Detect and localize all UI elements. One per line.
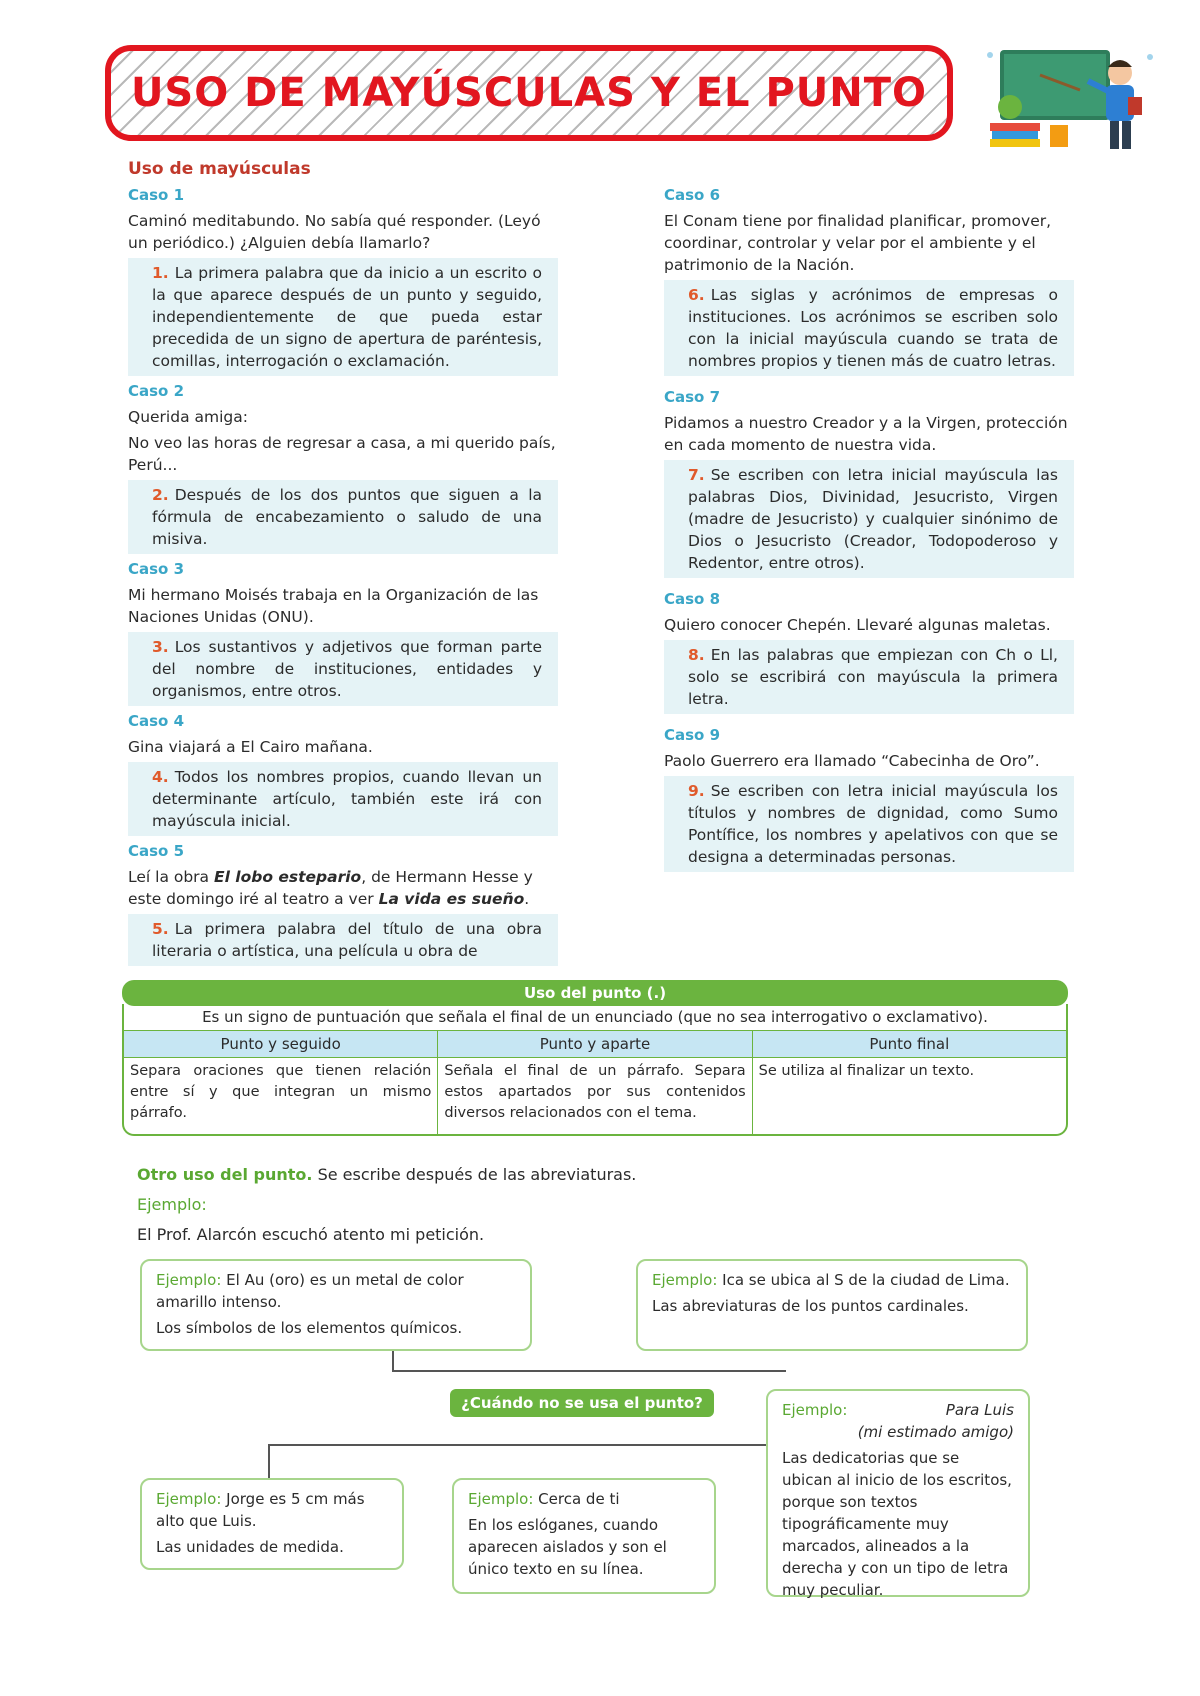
rule-box <box>128 762 558 836</box>
box-example-text: Jorge es 5 cm más alto que Luis. <box>156 1490 365 1530</box>
rule-box <box>664 280 1074 376</box>
table-cell: Separa oraciones que tienen relación entre sí y que integran un mismo párrafo. <box>124 1058 438 1134</box>
rule-box <box>664 460 1074 578</box>
box-desc: Las unidades de medida. <box>156 1538 344 1556</box>
caso-label: Caso 4 <box>128 712 185 730</box>
box-desc: Las dedicatorias que se ubican al inicio de los escritos, porque son textos tipográficamente muy marcados, alineados a la derecha y con un tipo de letra muy peculiar. <box>782 1449 1012 1599</box>
box-example-text: El Au (oro) es un metal de color amarillo intenso. <box>156 1271 464 1311</box>
box-example <box>782 1399 1014 1421</box>
caso-label: Caso 5 <box>128 842 185 860</box>
caso-label: Caso 2 <box>128 382 185 400</box>
caso-example: Mi hermano Moisés trabaja en la Organización de las Naciones Unidas (ONU). <box>128 586 539 626</box>
box-example-text: Ica se ubica al S de la ciudad de Lima. <box>717 1271 1010 1289</box>
caso-label: Caso 8 <box>664 590 721 608</box>
rule-text: Se escriben con letra inicial mayúscula las palabras Dios, Divinidad, Jesucristo, Virgen (madre de Jesucristo) y cualquier sinónimo de Dios o Jesucristo (Creador, Todopoderoso y Redentor, entre otros). <box>688 466 1058 572</box>
box-label: Ejemplo: <box>156 1271 222 1289</box>
rule-text: Los sustantivos y adjetivos que forman parte del nombre de instituciones, entidades y organismos, entre otros. <box>152 638 542 700</box>
otro-uso-label: Otro uso del punto. <box>137 1165 313 1184</box>
connector-line <box>392 1370 786 1372</box>
otro-uso-line <box>137 1160 1037 1190</box>
rule-text: Todos los nombres propios, cuando llevan un determinante artículo, también este irá con mayúscula inicial. <box>152 768 542 830</box>
box-label: Ejemplo: <box>652 1271 718 1289</box>
box-example <box>156 1488 388 1532</box>
punto-header: Uso del punto (.) <box>122 980 1068 1006</box>
rule-number: 1. <box>152 264 169 282</box>
rule-box <box>128 258 558 376</box>
caso-example: Paolo Guerrero era llamado “Cabecinha de Oro”. <box>664 752 1040 770</box>
box-esloganes <box>452 1478 716 1594</box>
box-puntos-cardinales <box>636 1259 1028 1351</box>
box-desc: Los símbolos de los elementos químicos. <box>156 1319 463 1337</box>
section-title-mayusculas: Uso de mayúsculas <box>128 159 311 179</box>
page-title: USO DE MAYÚSCULAS Y EL PUNTO <box>130 70 928 116</box>
caso-example-line: Querida amiga: <box>128 408 248 426</box>
rule-box <box>128 632 558 706</box>
connector-line <box>268 1444 270 1478</box>
caso-label: Caso 6 <box>664 186 721 204</box>
otro-uso-text: Se escribe después de las abreviaturas. <box>312 1165 637 1184</box>
table-row <box>124 1058 1066 1134</box>
rule-text: Las siglas y acrónimos de empresas o instituciones. Los acrónimos se escriben solo con la inicial mayúscula cuando se trata de nombres propios y tienen más de cuatro letras. <box>688 286 1058 370</box>
example-title: El lobo estepario <box>213 868 362 886</box>
rule-box <box>128 914 558 966</box>
rule-number: 5. <box>152 920 169 938</box>
table-cell: Se utiliza al finalizar un texto. <box>758 1063 975 1079</box>
rule-text: Se escriben con letra inicial mayúscula los títulos y nombres de dignidad, como Sumo Pontífice, los nombres y apelativos con que se designa a determinadas personas. <box>688 782 1058 866</box>
caso-label: Caso 3 <box>128 560 185 578</box>
rule-box <box>128 480 558 554</box>
caso-example-line: No veo las horas de regresar a casa, a mi querido país, Perú... <box>128 434 556 474</box>
box-simbolos-quimicos <box>140 1259 532 1351</box>
example-title: La vida es sueño <box>378 890 525 908</box>
punto-definition: Es un signo de puntuación que señala el final de un enunciado (que no sea interrogativo o exclamativo). <box>124 1004 1066 1031</box>
rule-number: 7. <box>688 466 705 484</box>
box-dedicatorias <box>766 1389 1030 1597</box>
box-desc: Las abreviaturas de los puntos cardinales. <box>652 1297 969 1315</box>
title-banner <box>105 45 953 141</box>
rule-number: 9. <box>688 782 705 800</box>
rule-text: Después de los dos puntos que siguen a la fórmula de encabezamiento o saludo de una misiva. <box>152 486 542 548</box>
cuando-no-punto-label: ¿Cuándo no se usa el punto? <box>450 1389 714 1417</box>
rule-text: La primera palabra del título de una obra literaria o artística, una película u obra de <box>152 920 542 960</box>
connector-line <box>392 1351 394 1371</box>
box-example-text: Para Luis <box>945 1401 1014 1419</box>
box-example-text: Cerca de ti <box>533 1490 620 1508</box>
caso-example: Gina viajará a El Cairo mañana. <box>128 738 373 756</box>
example-part: , de Hermann Hesse y este domingo iré al teatro a ver <box>128 868 533 908</box>
rule-number: 4. <box>152 768 169 786</box>
table-header-row <box>124 1031 1066 1058</box>
caso-label: Caso 7 <box>664 388 721 406</box>
caso-example: Quiero conocer Chepén. Llevaré algunas maletas. <box>664 616 1051 634</box>
example-part: Leí la obra <box>128 868 214 886</box>
rule-number: 2. <box>152 486 169 504</box>
table-header-cell: Punto y seguido <box>124 1031 438 1058</box>
ejemplo-label: Ejemplo: <box>137 1195 207 1214</box>
table-header-cell: Punto final <box>753 1031 1066 1058</box>
box-label: Ejemplo: <box>782 1401 848 1419</box>
caso-example: Caminó meditabundo. No sabía qué responder. (Leyó un periódico.) ¿Alguien debía llamarlo? <box>128 212 541 252</box>
caso-label: Caso 1 <box>128 186 185 204</box>
box-example-text: (mi estimado amigo) <box>857 1423 1014 1441</box>
caso-example: El Conam tiene por finalidad planificar, promover, coordinar, controlar y velar por el ambiente y el patrimonio de la Nación. <box>664 212 1052 274</box>
right-column <box>664 180 1074 876</box>
box-example <box>468 1488 700 1510</box>
rule-box <box>664 776 1074 872</box>
box-example <box>652 1269 1012 1291</box>
rule-number: 3. <box>152 638 169 656</box>
box-example <box>156 1269 516 1313</box>
rule-number: 8. <box>688 646 705 664</box>
otro-uso-section <box>137 1160 1037 1250</box>
teacher-illustration <box>980 45 1160 155</box>
caso-example <box>128 866 558 910</box>
rule-box <box>664 640 1074 714</box>
rule-text: En las palabras que empiezan con Ch o Ll, solo se escribirá con mayúscula la primera letra. <box>688 646 1058 708</box>
left-column <box>128 158 558 970</box>
rule-number: 6. <box>688 286 705 304</box>
caso-example: Pidamos a nuestro Creador y a la Virgen, protección en cada momento de nuestra vida. <box>664 414 1068 454</box>
table-header-cell: Punto y aparte <box>438 1031 752 1058</box>
connector-line <box>268 1444 766 1446</box>
box-label: Ejemplo: <box>156 1490 222 1508</box>
rule-text: La primera palabra que da inicio a un escrito o la que aparece después de un punto y seguido, independientemente de que pueda estar precedida de un signo de apertura de paréntesis, comillas, interrogación o exclamación. <box>152 264 542 370</box>
punto-table <box>122 1004 1068 1136</box>
ejemplo-text: El Prof. Alarcón escuchó atento mi petición. <box>137 1225 485 1244</box>
caso-label: Caso 9 <box>664 726 721 744</box>
table-cell: Señala el final de un párrafo. Separa estos apartados por sus contenidos diversos relacionados con el tema. <box>438 1058 752 1134</box>
example-part: . <box>524 890 530 908</box>
box-label: Ejemplo: <box>468 1490 534 1508</box>
box-unidades-medida <box>140 1478 404 1570</box>
box-desc: En los eslóganes, cuando aparecen aislados y son el único texto en su línea. <box>468 1516 667 1578</box>
